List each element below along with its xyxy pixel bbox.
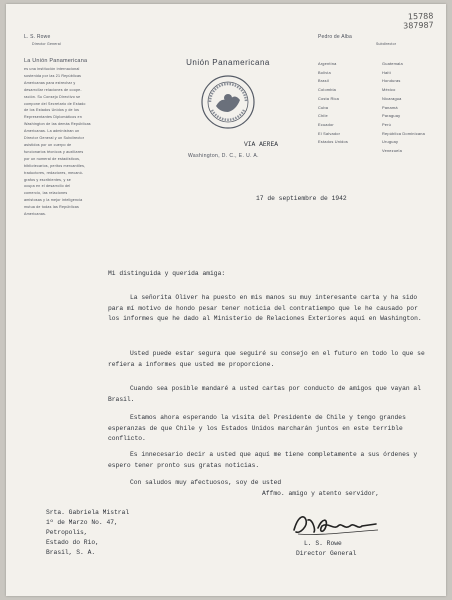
country-name: Ecuador bbox=[318, 121, 334, 127]
recipient-line: Estado do Rio, bbox=[46, 539, 99, 546]
closing-line-1: Con saludos muy afectuosos, soy de usted bbox=[130, 479, 282, 486]
salutation: Mi distinguida y querida amiga: bbox=[108, 270, 226, 277]
body-paragraph: Es innecesario decir a usted que aquí me tiene completamente a sus órdenes y espero tener pronto sus gratas noticias. bbox=[108, 451, 421, 469]
country-name: Perú bbox=[382, 121, 392, 127]
country-name: México bbox=[382, 87, 396, 93]
country-name: El Salvador bbox=[318, 130, 341, 136]
closing bbox=[130, 478, 379, 499]
country-name: Paraguay bbox=[382, 113, 401, 119]
letterhead-right-name: Pedro de Alba bbox=[318, 34, 353, 40]
handwritten-signature bbox=[288, 508, 388, 540]
body-paragraph: Cuando sea posible mandaré a usted cartas por conducto de amigos que vayan al Brasil. bbox=[108, 385, 425, 403]
intro-line: comercio, las relaciones bbox=[24, 191, 68, 196]
signer-name: L. S. Rowe bbox=[304, 540, 342, 547]
body-paragraph: Estamos ahora esperando la visita del Presidente de Chile y tengo grandes esperanzas de que Chile y los Estados Unidos marcharán juntos en este terrible conflicto. bbox=[108, 414, 410, 442]
archive-mark-2: 387987 bbox=[403, 20, 435, 31]
archive-marks bbox=[403, 11, 434, 30]
closing-line-2: Affmo. amigo y atento servidor, bbox=[262, 489, 380, 497]
country-name: Costa Rica bbox=[318, 95, 340, 101]
intro-line: bibliotecarios, peritos mercantiles, bbox=[24, 163, 86, 168]
country-name: Haití bbox=[382, 69, 391, 75]
country-name: Argentina bbox=[318, 61, 337, 66]
country-name: República Dominicana bbox=[382, 130, 425, 136]
country-name: Chile bbox=[318, 113, 328, 119]
intro-line: compone del Secretario de Estado bbox=[24, 101, 86, 106]
intro-line: amistosas y la mejor inteligencia bbox=[24, 198, 83, 203]
country-name: Uruguay bbox=[382, 139, 399, 145]
intro-line: es una institución internacional bbox=[24, 67, 80, 71]
country-name: Venezuela bbox=[382, 148, 402, 154]
letterhead-intro bbox=[24, 58, 134, 218]
via-aerea: VIA AEREA bbox=[244, 141, 279, 148]
letterhead-left-title: Director General bbox=[32, 42, 61, 46]
letter-page bbox=[6, 4, 446, 596]
letterhead-address: Washington, D. C., E. U. A. bbox=[188, 153, 259, 159]
country-name: Brasil bbox=[318, 78, 329, 84]
intro-line: mutua de todas las Repúblicas bbox=[24, 205, 79, 210]
country-name: Honduras bbox=[382, 78, 401, 84]
intro-line: grafos y escribientes, y se bbox=[24, 177, 71, 182]
signer-title: Director General bbox=[296, 550, 357, 557]
organization-title: Unión Panamericana bbox=[186, 58, 270, 67]
intro-line: Director General y un Subdirector bbox=[24, 136, 85, 141]
letterhead-right-title: Subdirector bbox=[376, 42, 397, 46]
intro-line: de los Estados Unidos y de los bbox=[24, 108, 80, 113]
countries-column-2 bbox=[382, 60, 425, 156]
intro-line: Americanas. bbox=[24, 212, 47, 217]
countries-column-1 bbox=[318, 60, 348, 147]
intro-line: Americanas para estrechar y bbox=[24, 80, 76, 85]
body-paragraph: La señorita Oliver ha puesto en mis manos su muy interesante carta y ha sido para mí motivo de hondo pesar tener noticia del contratiempo que le he causado por los informes que he dado al Ministerio de Relaciones Exteriores aquí en Washington. bbox=[108, 294, 422, 322]
country-name: Panamá bbox=[382, 104, 398, 110]
intro-line: Americanas. La administran un bbox=[24, 129, 80, 134]
intro-line: por un numeral de estadísticos, bbox=[24, 156, 81, 161]
intro-line: desarrollar relaciones de coope- bbox=[24, 87, 82, 92]
country-name: Colombia bbox=[318, 87, 337, 93]
intro-line: Washington de las demás Repúblicas bbox=[24, 122, 91, 127]
intro-title: La Unión Panamericana bbox=[24, 58, 88, 64]
body-paragraph: Usted puede estar segura que seguiré su consejo en el futuro en todo lo que se refiera a informes que usted me proporcione. bbox=[108, 350, 429, 368]
intro-line: ocupa en el desarrollo del bbox=[24, 184, 71, 189]
intro-line: asistidos por un cuerpo de bbox=[24, 142, 72, 147]
intro-line: Representantes Diplomáticos en bbox=[24, 115, 82, 120]
country-name: Cuba bbox=[318, 104, 329, 110]
recipient-line: Srta. Gabriela Mistral bbox=[46, 509, 130, 516]
recipient-address bbox=[46, 508, 129, 558]
signer-block bbox=[296, 539, 356, 559]
recipient-line: 1º de Marzo No. 47, bbox=[46, 519, 118, 526]
intro-text bbox=[24, 66, 134, 218]
country-name: Nicaragua bbox=[382, 95, 402, 101]
recipient-line: Brasil, S. A. bbox=[46, 549, 96, 556]
archive-mark-1: 15788 bbox=[408, 11, 434, 22]
recipient-line: Petropolis, bbox=[46, 529, 88, 536]
letterhead-left-name: L. S. Rowe bbox=[24, 34, 51, 40]
intro-line: traductores, redactores, mecanó- bbox=[24, 170, 84, 175]
country-name: Bolivia bbox=[318, 69, 331, 75]
seal-emblem bbox=[200, 74, 256, 130]
letter-date: 17 de septiembre de 1942 bbox=[256, 195, 347, 202]
country-name: Estados Unidos bbox=[318, 139, 349, 145]
country-name: Guatemala bbox=[382, 61, 403, 66]
intro-line: sostenida por las 21 Repúblicas bbox=[24, 73, 82, 78]
intro-line: ración. Su Consejo Directivo se bbox=[24, 94, 81, 99]
intro-line: funcionarios técnicos y auxiliares bbox=[24, 149, 84, 154]
